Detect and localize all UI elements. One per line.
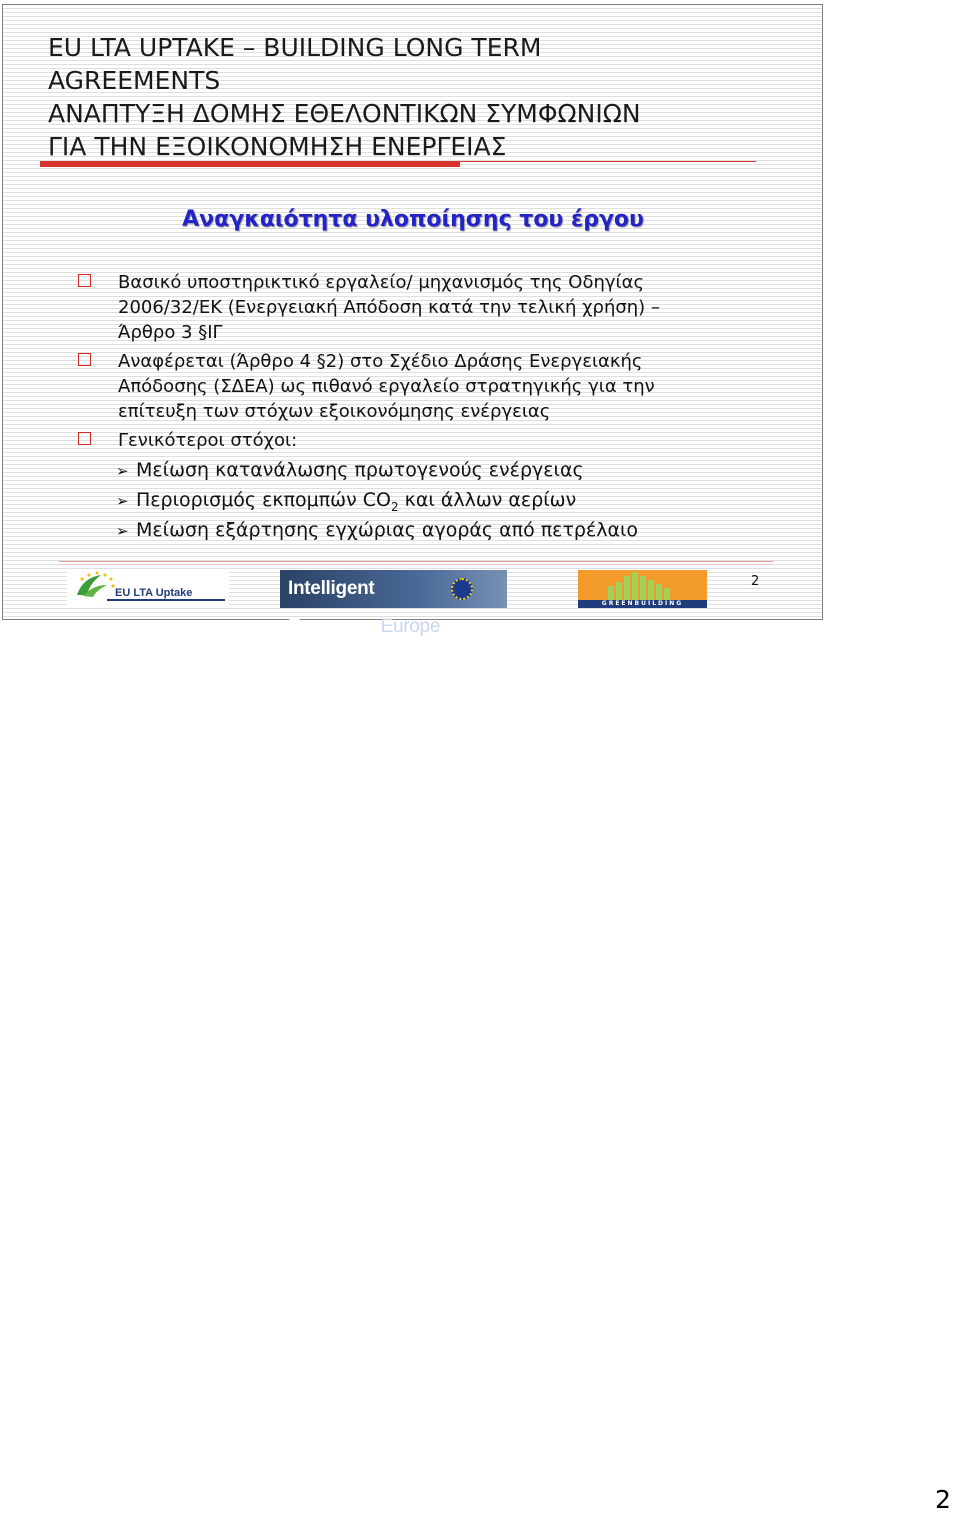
bullet-3-line-1: Γενικότεροι στόχοι: — [118, 430, 298, 451]
footer-divider-2 — [59, 564, 773, 565]
building-bars-icon — [578, 570, 707, 600]
bullet-1-line-3: Άρθρο 3 §ΙΓ — [118, 322, 223, 343]
bullet-1-line-2: 2006/32/ΕΚ (Ενεργειακή Απόδοση κατά την τελική χρήση) – — [118, 297, 660, 318]
sub-item-1 — [116, 458, 584, 484]
sub-item-3-text: Μείωση εξάρτησης εγχώριας αγοράς από πετρέλαιο — [136, 519, 639, 541]
sub-item-2 — [116, 488, 576, 520]
bullet-item-1 — [118, 270, 778, 345]
bullet-1-line-1: Βασικό υποστηρικτικό εργαλείο/ μηχανισμός της Οδηγίας — [118, 272, 645, 293]
eu-lta-logo-graphic — [67, 569, 229, 607]
eu-lta-logo-text: EU LTA Uptake — [115, 587, 193, 599]
title-accent-bar — [40, 161, 460, 167]
hollow-square-icon — [78, 274, 91, 287]
eu-flag-icon — [451, 578, 473, 600]
hollow-square-icon — [78, 353, 91, 366]
title-line-4: ΓΙΑ ΤΗΝ ΕΞΟΙΚΟΝΟΜΗΣΗ ΕΝΕΡΓΕΙΑΣ — [48, 132, 507, 161]
eu-lta-uptake-logo — [67, 569, 229, 607]
intelligent-energy-europe-logo — [280, 570, 507, 637]
ie-logo-europe: Europe — [380, 616, 441, 637]
slide-number: 2 — [751, 574, 760, 589]
title-line-1: EU LTA UPTAKE – BUILDING LONG TERM — [48, 33, 542, 62]
arrow-right-icon: ➢ — [116, 492, 129, 510]
footer-divider — [59, 561, 773, 562]
title-line-2: AGREEMENTS — [48, 66, 221, 95]
slide — [2, 4, 823, 637]
hollow-square-icon — [78, 432, 91, 445]
slide-subtitle: Αναγκαιότητα υλοποίησης του έργου — [182, 207, 644, 232]
page-number: 2 — [935, 1485, 951, 1514]
ie-logo-text: Intelligent Energy — [288, 578, 375, 637]
arrow-right-icon: ➢ — [116, 462, 129, 480]
bullet-2-line-3: επίτευξη των στόχων εξοικονόμησης ενέργειας — [118, 401, 551, 422]
sub-item-2-text-before: Περιορισμός εκπομπών CO — [136, 489, 391, 511]
sub-item-1-text: Μείωση κατανάλωσης πρωτογενούς ενέργειας — [136, 459, 584, 481]
arrow-right-icon: ➢ — [116, 522, 129, 540]
greenbuilding-text: GREENBUILDING — [601, 600, 684, 607]
greenbuilding-logo — [578, 570, 707, 608]
title-line-3: ΑΝΑΠΤΥΞΗ ΔΟΜΗΣ ΕΘΕΛΟΝΤΙΚΩΝ ΣΥΜΦΩΝΙΩΝ — [48, 99, 641, 128]
sub-item-3 — [116, 518, 638, 544]
bullet-item-2 — [118, 349, 778, 424]
bullet-2-line-1: Αναφέρεται (Άρθρο 4 §2) στο Σχέδιο Δράσης Ενεργειακής — [118, 351, 643, 372]
bullet-2-line-2: Απόδοσης (ΣΔΕΑ) ως πιθανό εργαλείο στρατηγικής για την — [118, 376, 655, 397]
slide-title — [48, 31, 768, 163]
sub-item-2-subscript: 2 — [390, 499, 399, 514]
bullet-item-3 — [118, 428, 778, 453]
sub-item-2-text-after: και άλλων αερίων — [398, 489, 577, 511]
